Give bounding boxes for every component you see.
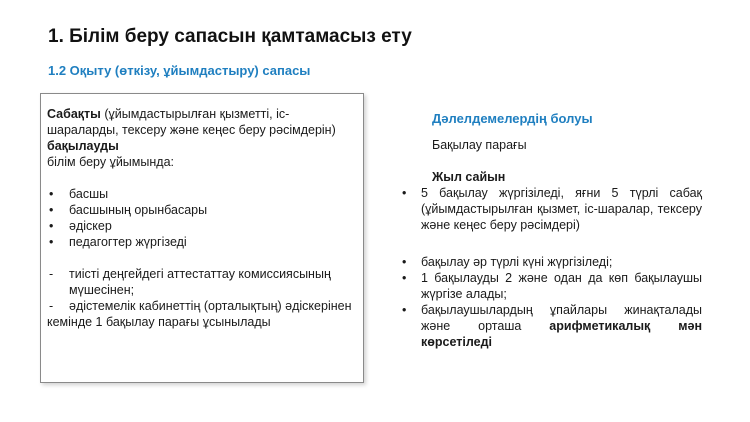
list-item: • 5 бақылау жүргізіледі, яғни 5 түрлі сабақ (ұйымдастырылған қызмет, іс-шаралар, тексеру және кеңес беру рәсімдері) — [402, 186, 702, 232]
list-item: • басшының орынбасары — [49, 203, 208, 217]
bullet-marker: • — [49, 219, 54, 233]
requirements-text — [47, 106, 355, 330]
annual-label: Жыл сайын — [432, 170, 506, 184]
evidence-form: Бақылау парағы — [432, 138, 527, 152]
evidence-list-2 — [402, 254, 702, 350]
slide-title: 1. Білім беру сапасын қамтамасыз ету — [48, 26, 412, 47]
intro-bold: Сабақты — [47, 107, 101, 121]
bullet-marker: • — [402, 271, 407, 285]
dash-marker: - — [49, 299, 54, 313]
slide-subtitle: 1.2 Оқыту (өткізу, ұйымдастыру) сапасы — [48, 63, 311, 78]
bullet-marker: • — [402, 255, 407, 269]
bullet-marker: • — [49, 235, 54, 249]
requirements-box — [40, 93, 364, 383]
list-item: • бақылаушылардың ұпайлары жинақталады және орташа арифметикалық мән көрсетіледі — [402, 303, 702, 349]
dash-item: - тиісті деңгейдегі аттестаттау комиссиясының мүшесінен; — [49, 267, 331, 297]
list-item: • басшы — [49, 187, 109, 201]
org-line: білім беру ұйымында: — [47, 155, 174, 169]
intro-paragraph — [47, 106, 355, 154]
last-bold: арифметикалық мән көрсетіледі — [421, 319, 702, 349]
list-item: • бақылау әр түрлі күні жүргізіледі; — [402, 255, 613, 269]
bullet-marker: • — [49, 203, 54, 217]
bullet-marker: • — [402, 186, 407, 200]
dash-item: - әдістемелік кабинеттің (орталықтың) әдіскерінен — [49, 299, 352, 313]
list-item: • әдіскер — [49, 219, 112, 233]
list-item: • педагогтер жүргізеді — [49, 235, 187, 249]
control-bold: бақылауды — [47, 139, 119, 153]
evidence-list-1 — [402, 185, 702, 233]
closing-line: кемінде 1 бақылау парағы ұсынылады — [47, 315, 271, 329]
bullet-marker: • — [49, 187, 54, 201]
list-item: • 1 бақылауды 2 және одан да көп бақылаушы жүргізе алады; — [402, 271, 702, 301]
intro-rest: (ұйымдастырылған қызметті, іс-шараларды, тексеру және кеңес беру рәсімдерін) — [47, 107, 336, 137]
evidence-heading: Дәлелдемелердің болуы — [432, 111, 593, 126]
bullet-marker: • — [402, 303, 407, 317]
dash-marker: - — [49, 267, 54, 281]
